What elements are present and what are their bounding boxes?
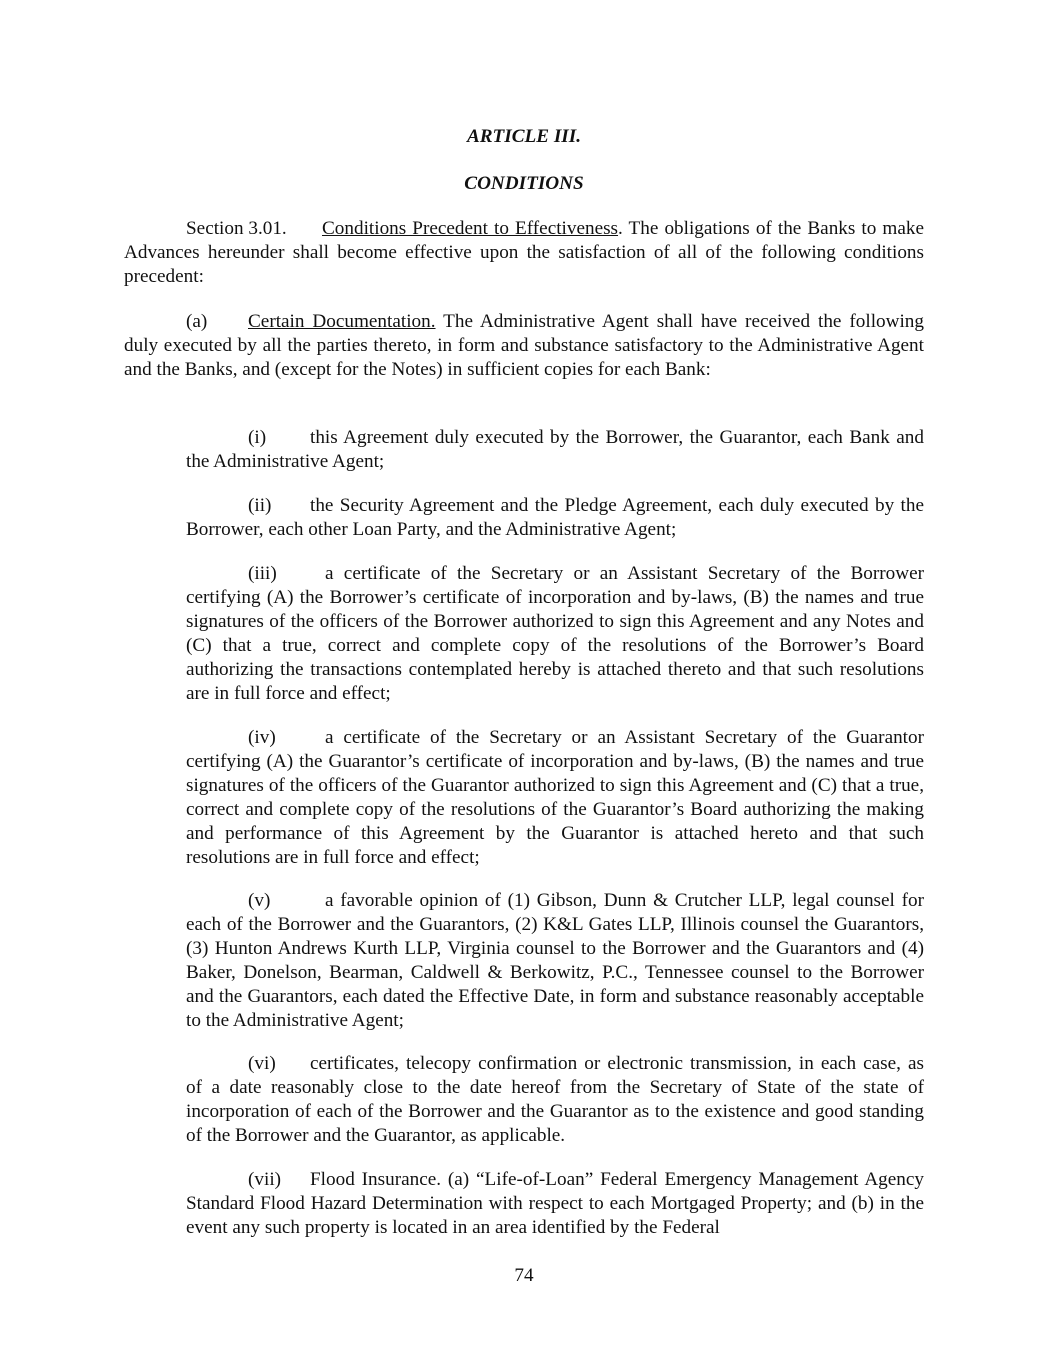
- subitem-label: (v): [248, 890, 271, 911]
- subitem-vi: [186, 1052, 924, 1148]
- subitem-text: a certificate of the Secretary or an Assistant Secretary of the Guarantor certifying (A) the Guarantor’s certificate of incorporation and by-laws, (B) the names and true signatures of the officers of the Guarantor authorized to sign this Agreement and (C) that a true, correct and complete copy of the resolutions of the Guarantor’s Board authorizing the making and performance of this Agreement by the Guarantor is attached hereto and that such resolutions are in full force and effect;: [186, 727, 924, 868]
- section-text: The obligations of the Banks to make Advances hereunder shall become effective upon the satisfaction of all of the following conditions precedent:: [124, 218, 924, 287]
- subitem-text: certificates, telecopy confirmation or electronic transmission, in each case, as of a date reasonably close to the date hereof from the Secretary of State of the state of incorporation of each of the Borrower and the Guarantor as to the existence and good standing of the Borrower and the Guarantor, as applicable.: [186, 1053, 924, 1146]
- subitem-label: (ii): [248, 495, 272, 516]
- page-number: 74: [514, 1265, 534, 1286]
- article-heading: ARTICLE III.: [466, 126, 582, 147]
- subitem-iii: [186, 562, 924, 706]
- subitem-text: a favorable opinion of (1) Gibson, Dunn & Crutcher LLP, legal counsel for each of the Borrower and the Guarantors, (2) K&L Gates LLP, Illinois counsel the Guarantors, (3) Hunton Andrews Kurth LLP, Virginia counsel to the Borrower and the Guarantors and (4) Baker, Donelson, Bearman, Caldwell & Berkowitz, P.C., Tennessee counsel to the Borrower and the Guarantors, each dated the Effective Date, in form and substance reasonably acceptable to the Administrative Agent;: [186, 890, 924, 1031]
- subitem-iv: [186, 726, 924, 870]
- item-a-paragraph: [124, 310, 924, 382]
- section-3-01-paragraph: [124, 217, 924, 289]
- subitem-text: a certificate of the Secretary or an Assistant Secretary of the Borrower certifying (A) the Borrower’s certificate of incorporation and by-laws, (B) the names and true signatures of the officers of the Borrower authorized to sign this Agreement and any Notes and (C) that a true, correct and complete copy of the resolutions of the Borrower’s Board authorizing the transactions contemplated hereby is attached thereto and that such resolutions are in full force and effect;: [186, 563, 924, 704]
- conditions-heading: CONDITIONS: [464, 173, 584, 194]
- subitem-label: (vi): [248, 1053, 276, 1074]
- subitem-text: the Security Agreement and the Pledge Agreement, each duly executed by the Borrower, each other Loan Party, and the Administrative Agent;: [186, 495, 924, 540]
- item-a-title: Certain Documentation.: [248, 311, 436, 332]
- subitem-label: (vii): [248, 1169, 282, 1190]
- subitem-label: (iv): [248, 727, 276, 748]
- subitem-label: (iii): [248, 563, 277, 584]
- subitem-vii: [186, 1168, 924, 1240]
- subitem-text: Flood Insurance. (a) “Life-of-Loan” Federal Emergency Management Agency Standard Flood Hazard Determination with respect to each Mortgaged Property; and (b) in the event any such property is located in an area identified by the Federal: [186, 1169, 924, 1238]
- item-a-text: The Administrative Agent shall have received the following duly executed by all the parties thereto, in form and substance satisfactory to the Administrative Agent and the Banks, and (except for the Notes) in sufficient copies for each Bank:: [124, 311, 924, 380]
- section-title-period: .: [618, 218, 623, 239]
- subitem-i: [186, 426, 924, 474]
- section-label: Section 3.01.: [186, 218, 287, 239]
- subitem-ii: [186, 494, 924, 542]
- subitem-text: this Agreement duly executed by the Borrower, the Guarantor, each Bank and the Administrative Agent;: [186, 427, 924, 472]
- item-a-label: (a): [186, 311, 208, 332]
- subitem-label: (i): [248, 427, 267, 448]
- section-title: Conditions Precedent to Effectiveness: [322, 218, 619, 239]
- subitem-v: [186, 889, 924, 1033]
